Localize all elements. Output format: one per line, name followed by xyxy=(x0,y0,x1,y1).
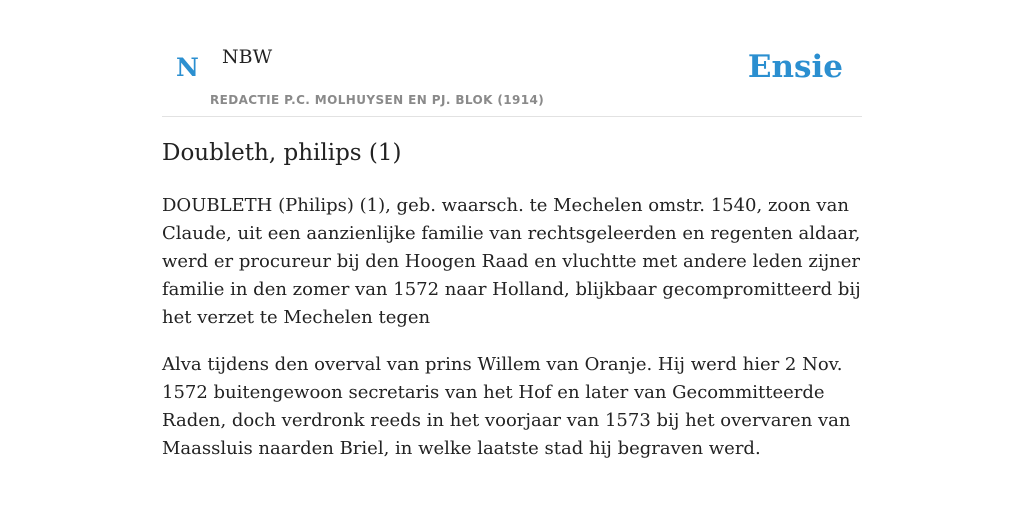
article-paragraph: DOUBLETH (Philips) (1), geb. waarsch. te Mechelen omstr. 1540, zoon van Claude, uit een aanzienlijke familie van rechtsgeleerden en regenten aldaar, werd er procureur bij den Hoogen Raad en vluchtte met andere leden zijner familie in den zomer van 1572 naar Holland, blijkbaar gecompromitteerd bij het verzet te Mechelen tegen xyxy=(162,195,861,328)
article-title: Doubleth, philips (1) xyxy=(162,140,402,166)
source-name[interactable]: NBW xyxy=(222,46,273,68)
source-header xyxy=(162,0,862,117)
article-paragraph: Alva tijdens den overval van prins Willem van Oranje. Hij werd hier 2 Nov. 1572 buitengewoon secretaris van het Hof en later van Gecommitteerde Raden, doch verdronk reeds in het voorjaar van 1573 bij het overvaren van Maassluis naarden Briel, in welke laatste stad hij begraven werd. xyxy=(162,354,851,459)
source-subtitle: REDACTIE P.C. MOLHUYSEN EN PJ. BLOK (1914) xyxy=(210,93,545,107)
brand-logo[interactable]: Ensie xyxy=(747,49,843,85)
source-logo[interactable]: N xyxy=(176,53,199,82)
